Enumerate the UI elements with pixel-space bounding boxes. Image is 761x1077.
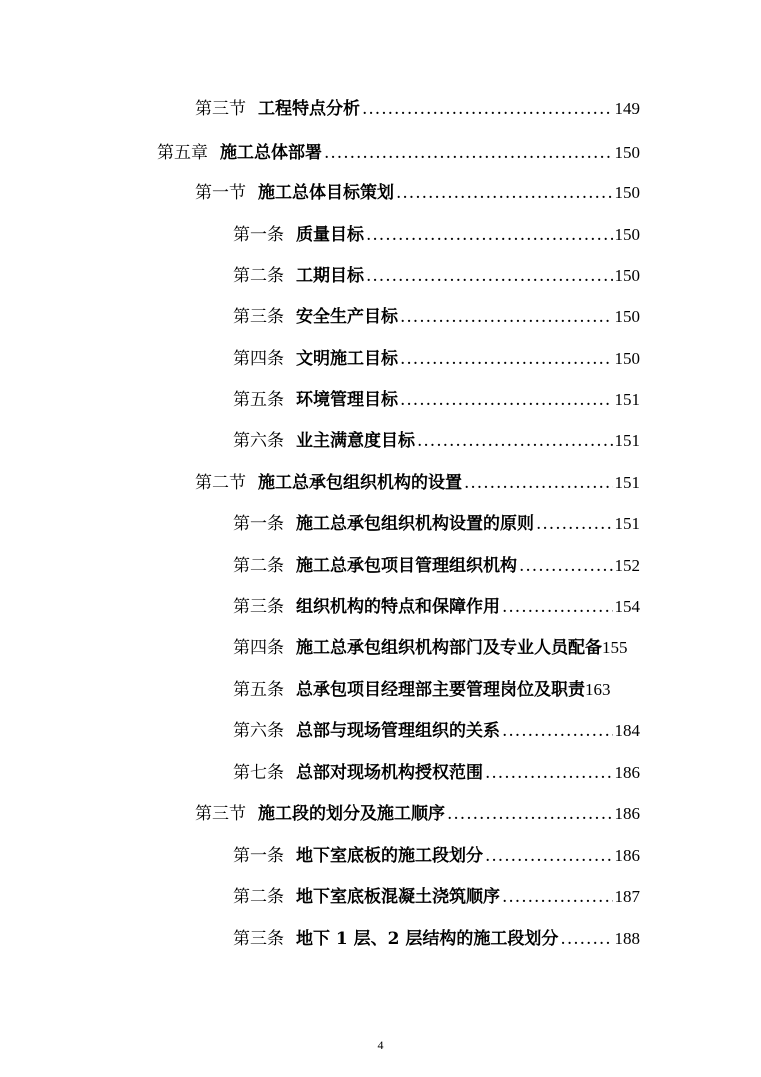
toc-title: 地下 1 层、2 层结构的施工段划分: [296, 929, 559, 949]
toc-leader: [502, 886, 613, 908]
toc-page: 188: [614, 929, 640, 948]
toc-page: 186: [614, 846, 640, 865]
toc-leader: [396, 182, 613, 204]
toc-number: 第五章: [157, 143, 208, 163]
toc-title: 工程特点分析: [258, 99, 360, 119]
toc-entry[interactable]: [233, 845, 640, 867]
toc-entry[interactable]: [233, 306, 640, 328]
toc-leader: [324, 142, 613, 164]
toc-leader: [560, 928, 612, 950]
toc-page: 149: [614, 99, 640, 118]
toc-number: 第五条: [233, 680, 284, 700]
toc-number: 第三节: [195, 804, 246, 824]
toc-title: 文明施工目标: [296, 349, 398, 369]
toc-entry[interactable]: [233, 348, 640, 370]
toc-number: 第三条: [233, 307, 284, 327]
toc-page: 151: [614, 473, 640, 492]
toc-entry[interactable]: [233, 513, 640, 535]
toc-page: 155: [602, 638, 628, 657]
toc-title: 施工总体部署: [220, 143, 322, 163]
toc-title: 施工段的划分及施工顺序: [258, 804, 445, 824]
toc-number: 第四条: [233, 638, 284, 658]
toc-title: 环境管理目标: [296, 390, 398, 410]
toc-page: 150: [614, 349, 640, 368]
toc-page: 151: [614, 431, 640, 450]
toc-entry[interactable]: [233, 762, 640, 784]
toc-entry[interactable]: [233, 430, 640, 452]
toc-page: 163: [585, 680, 611, 699]
toc-number: 第四条: [233, 349, 284, 369]
toc-page: 150: [614, 183, 640, 202]
toc-entry[interactable]: [233, 596, 640, 618]
toc-page: 186: [614, 804, 640, 823]
toc-leader: [362, 98, 613, 120]
toc-number: 第一节: [195, 183, 246, 203]
toc-title: 业主满意度目标: [296, 431, 415, 451]
toc-leader: [519, 555, 613, 577]
toc-page: 151: [614, 390, 640, 409]
toc-leader: [400, 389, 613, 411]
toc-leader: [485, 845, 613, 867]
toc-leader: [502, 720, 613, 742]
toc-entry[interactable]: [195, 182, 640, 204]
toc-number: 第二条: [233, 556, 284, 576]
toc-title: 组织机构的特点和保障作用: [296, 597, 500, 617]
toc-title: 施工总体目标策划: [258, 183, 394, 203]
toc-number: 第一条: [233, 225, 284, 245]
toc-number: 第二节: [195, 473, 246, 493]
toc-number: 第三节: [195, 99, 246, 119]
toc-number: 第三条: [233, 929, 284, 949]
toc-page: 186: [614, 763, 640, 782]
toc-page: 187: [614, 887, 640, 906]
toc-page: 150: [614, 307, 640, 326]
toc-title: 总部与现场管理组织的关系: [296, 721, 500, 741]
toc-number: 第六条: [233, 721, 284, 741]
toc-number: 第一条: [233, 514, 284, 534]
toc-title: 施工总承包组织机构的设置: [258, 473, 462, 493]
toc-entry[interactable]: [233, 555, 640, 577]
toc-entry[interactable]: [233, 224, 640, 246]
toc-page: 150: [614, 266, 640, 285]
toc-title: 施工总承包组织机构设置的原则: [296, 514, 534, 534]
toc-number: 第二条: [233, 887, 284, 907]
toc-page: 150: [614, 143, 640, 162]
toc-title: 工期目标: [296, 266, 364, 286]
toc-leader: [417, 430, 613, 452]
toc-leader: [447, 803, 613, 825]
toc-entry[interactable]: [233, 389, 640, 411]
toc-entry[interactable]: [157, 142, 640, 164]
toc-title: 地下室底板的施工段划分: [296, 846, 483, 866]
toc-entry[interactable]: [195, 803, 640, 825]
toc-page: 150: [614, 225, 640, 244]
toc-title: 质量目标: [296, 225, 364, 245]
toc-page: 151: [614, 514, 640, 533]
toc-leader: [400, 348, 613, 370]
toc-number: 第五条: [233, 390, 284, 410]
toc-leader: [400, 306, 613, 328]
toc-leader: [502, 596, 613, 618]
toc-title: 总部对现场机构授权范围: [296, 763, 483, 783]
toc-title: 总承包项目经理部主要管理岗位及职责: [296, 680, 585, 700]
toc-title: 地下室底板混凝土浇筑顺序: [296, 887, 500, 907]
toc-page: 152: [614, 556, 640, 575]
toc-entry[interactable]: [195, 98, 640, 120]
toc-title: 安全生产目标: [296, 307, 398, 327]
toc-number: 第二条: [233, 266, 284, 286]
toc-leader: [536, 513, 613, 535]
toc-number: 第一条: [233, 846, 284, 866]
toc-number: 第七条: [233, 763, 284, 783]
page-number-footer: 4: [377, 1038, 384, 1052]
toc-entry[interactable]: [233, 265, 640, 287]
toc-leader: [464, 472, 613, 494]
toc-title: 施工总承包组织机构部门及专业人员配备: [296, 638, 602, 658]
toc-entry[interactable]: [233, 928, 640, 950]
toc-entry[interactable]: [233, 637, 663, 659]
toc-title: 施工总承包项目管理组织机构: [296, 556, 517, 576]
toc-number: 第六条: [233, 431, 284, 451]
toc-entry[interactable]: [233, 720, 640, 742]
toc-entry[interactable]: [233, 679, 643, 701]
toc-page: 154: [614, 597, 640, 616]
toc-entry[interactable]: [233, 886, 640, 908]
toc-leader: [485, 762, 613, 784]
toc-leader: [366, 265, 613, 287]
toc-page: 184: [614, 721, 640, 740]
toc-number: 第三条: [233, 597, 284, 617]
toc-entry[interactable]: [195, 472, 640, 494]
toc-leader: [366, 224, 613, 246]
